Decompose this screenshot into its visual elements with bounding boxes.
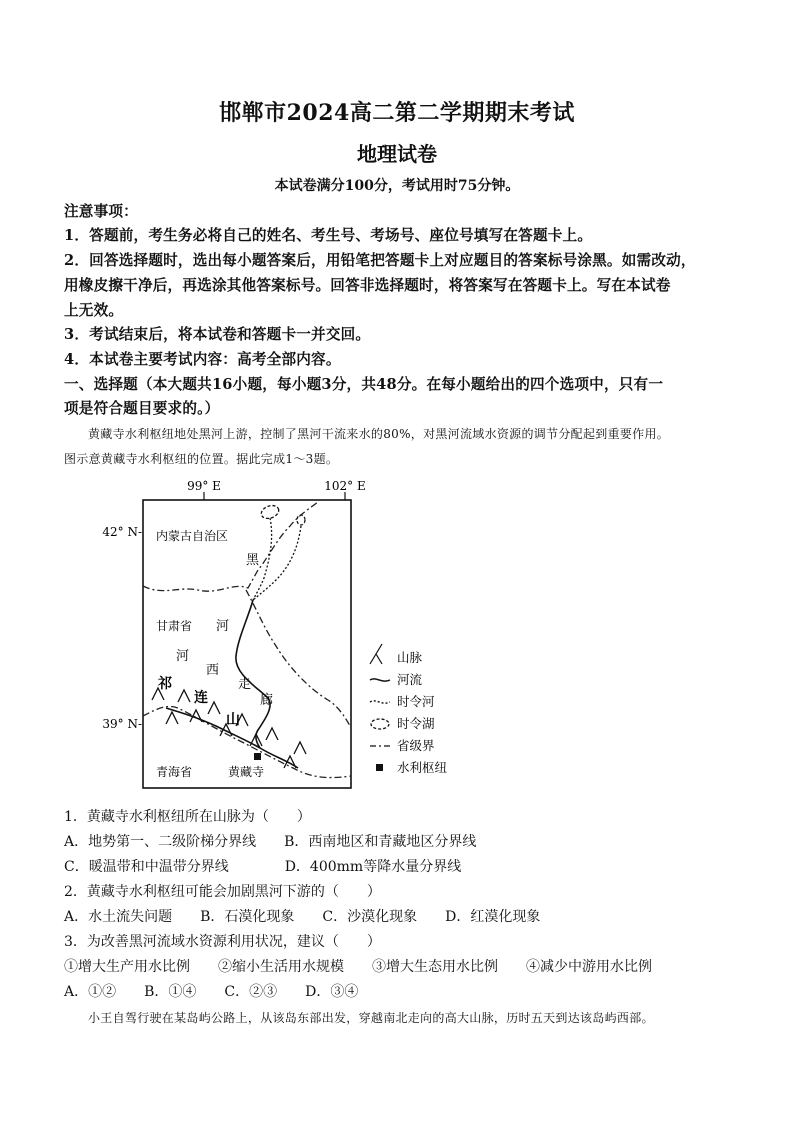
river-icon — [370, 679, 390, 681]
question-stem: 2．黄藏寺水利枢纽可能会加剧黑河下游的（ ） — [64, 884, 381, 900]
map-frame — [143, 500, 351, 788]
section-heading: 项是符合题目要求的。） — [64, 400, 220, 417]
mountain-icon — [370, 644, 382, 664]
question-stem: 3．为改善黑河流域水资源利用状况，建议（ ） — [64, 934, 381, 950]
note-line: 上无效。 — [64, 302, 124, 319]
note-line: 用橡皮擦干净后，再选涂其他答案标号。回答非选择题时，将答案写在答题卡上。写在本试卷 — [64, 277, 671, 294]
qilian-mountains — [152, 688, 306, 768]
legend-label: 时令湖 — [397, 716, 435, 731]
label-mountain-3: 山 — [226, 712, 240, 728]
legend-label: 省级界 — [397, 738, 435, 753]
passage-text: 黄藏寺水利枢纽地处黑河上游，控制了黑河干流来水的80%，对黑河流域水资源的调节分配起到重要作用。 — [88, 427, 670, 441]
legend-label: 河流 — [397, 672, 423, 687]
seasonal-river — [253, 526, 301, 600]
boundary-inner-mongolia — [143, 502, 318, 591]
note-line: 3．考试结束后，将本试卷和答题卡一并交回。 — [64, 326, 371, 343]
label-hei: 黑 — [246, 553, 260, 568]
section-heading: 一、选择题（本大题共16小题，每小题3分，共48分。在每小题给出的四个选项中，只有一 — [64, 376, 664, 393]
label-dam: 黄藏寺 — [228, 765, 265, 779]
label-corridor-3: 走 — [238, 677, 252, 692]
question-options: ①增大生产用水比例 ②缩小生活用水规模 ③增大生态用水比例 ④减少中游用水比例 — [64, 959, 652, 975]
lat-label-42: 42° N- — [102, 525, 142, 539]
passage-text: 图示意黄藏寺水利枢纽的位置。据此完成1～3题。 — [64, 452, 339, 466]
dam-icon — [376, 764, 383, 771]
note-line: 4．本试卷主要考试内容：高考全部内容。 — [64, 351, 341, 368]
label-he: 河 — [216, 619, 230, 634]
hei-river — [236, 600, 270, 748]
label-corridor-1: 河 — [176, 649, 190, 664]
exam-title: 邯郸市2024高二第二学期期末考试 — [219, 100, 575, 126]
legend-label: 水利枢纽 — [397, 760, 448, 775]
subject-title: 地理试卷 — [357, 142, 437, 166]
seasonal-river-icon — [370, 701, 390, 703]
question-options: A．地势第一、二级阶梯分界线 B．西南地区和青藏地区分界线 — [64, 834, 477, 850]
question-options: A．①② B．①④ C．②③ D．③④ — [64, 984, 359, 1000]
note-line: 1．答题前，考生务必将自己的姓名、考生号、考场号、座位号填写在答题卡上。 — [64, 227, 593, 244]
seasonal-lake-icon — [371, 719, 389, 729]
label-qinghai: 青海省 — [156, 765, 193, 779]
hydro-map-figure — [98, 478, 488, 798]
map-legend — [370, 644, 448, 775]
label-mountain-1: 祁 — [158, 676, 172, 692]
label-corridor-2: 西 — [206, 663, 220, 678]
lon-label-102: 102° E — [324, 479, 366, 493]
map-svg — [98, 478, 488, 798]
question-options: C．暖温带和中温带分界线 D．400mm等降水量分界线 — [64, 859, 462, 875]
seasonal-lake — [297, 515, 305, 525]
lon-label-99: 99° E — [187, 479, 221, 493]
question-stem: 1．黄藏寺水利枢纽所在山脉为（ ） — [64, 809, 311, 825]
label-mountain-2: 连 — [194, 690, 208, 706]
lat-label-39: 39° N- — [102, 717, 142, 731]
exam-info: 本试卷满分100分，考试用时75分钟。 — [274, 178, 520, 194]
dam-marker — [254, 753, 261, 760]
legend-label: 时令河 — [397, 694, 435, 709]
question-options: A．水土流失问题 B．石漠化现象 C．沙漠化现象 D．红漠化现象 — [64, 909, 541, 925]
note-line: 2．回答选择题时，选出每小题答案后，用铅笔把答题卡上对应题目的答案标号涂黑。如需改动， — [64, 252, 696, 269]
passage-text: 小王自驾行驶在某岛屿公路上，从该岛东部出发，穿越南北走向的高大山脉，历时五天到达该岛屿西部。 — [88, 1011, 654, 1025]
label-inner-mongolia: 内蒙古自治区 — [156, 529, 229, 543]
legend-label: 山脉 — [397, 650, 423, 665]
label-gansu: 甘肃省 — [156, 619, 193, 633]
notes-heading: 注意事项： — [64, 203, 138, 220]
label-corridor-4: 廊 — [260, 693, 274, 708]
